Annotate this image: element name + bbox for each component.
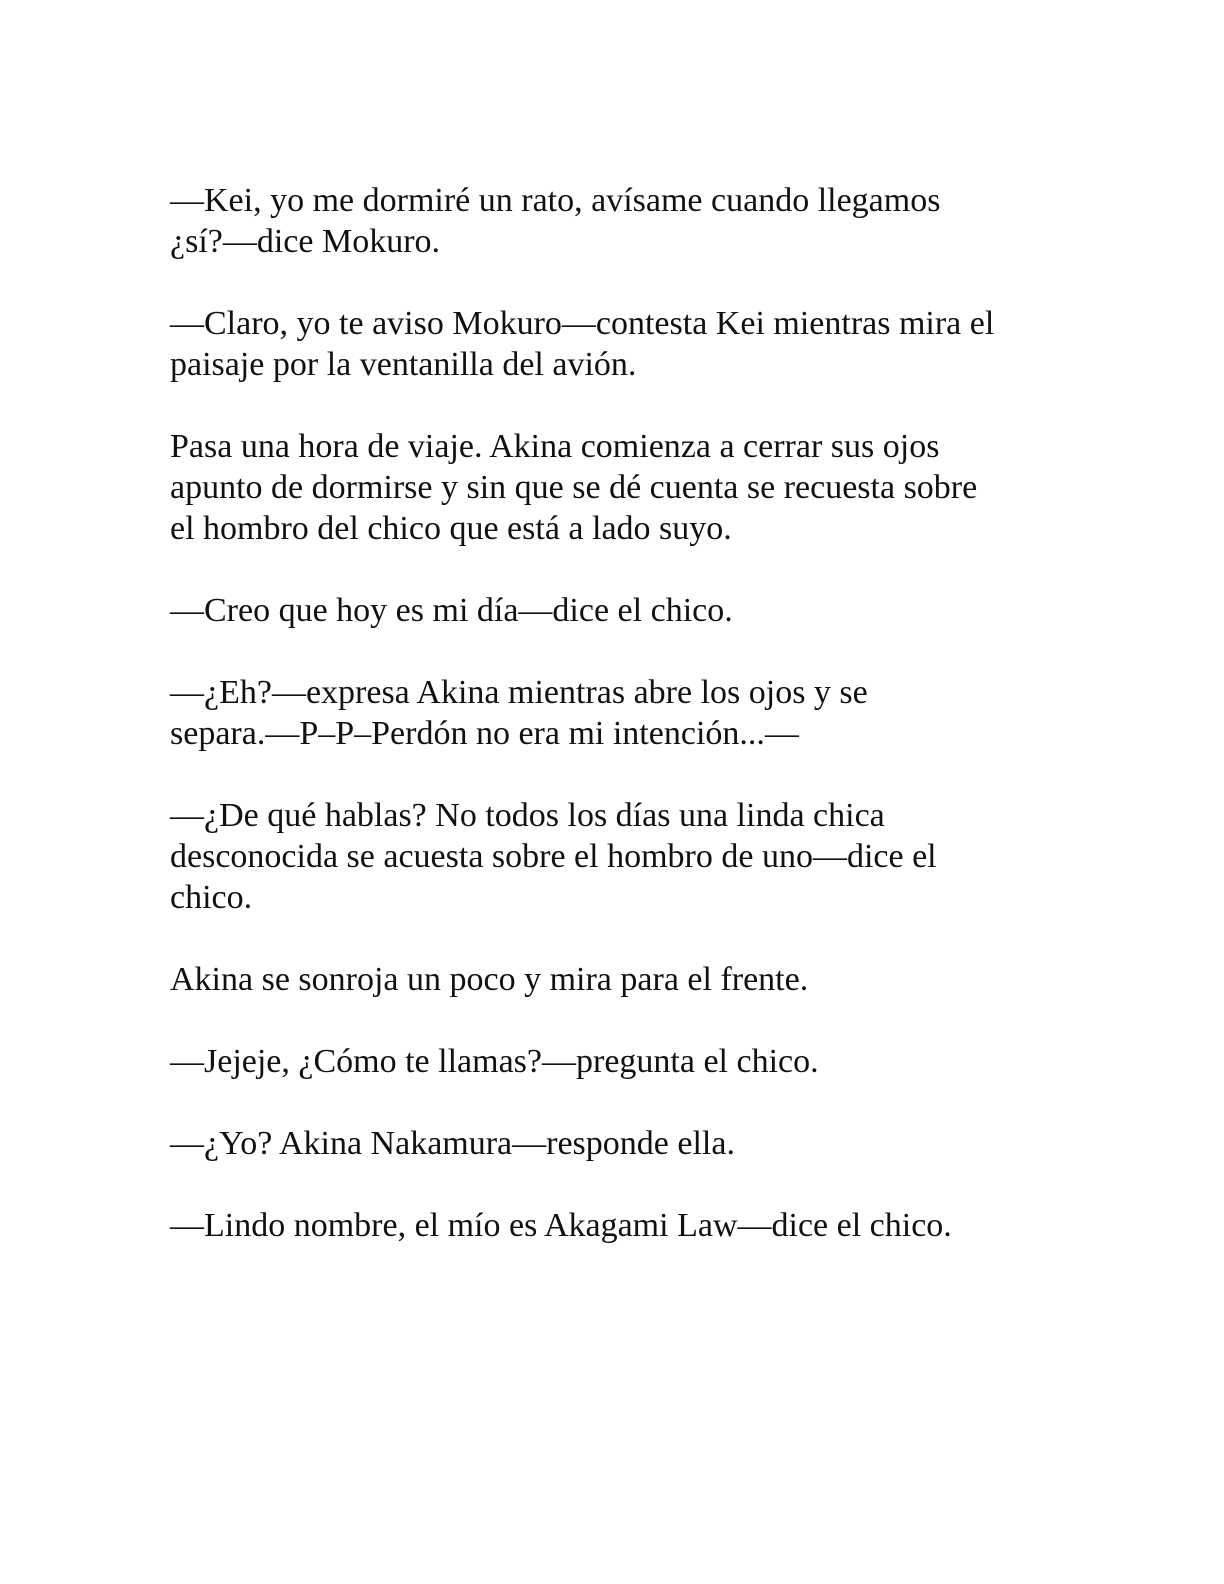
paragraph-line: separa.—P–P–Perdón no era mi intención...— xyxy=(170,715,799,752)
paragraph-2 xyxy=(170,303,1070,385)
paragraph-line: —Creo que hoy es mi día—dice el chico. xyxy=(170,592,733,629)
paragraph-line: —Kei, yo me dormiré un rato, avísame cuando llegamos xyxy=(170,182,941,219)
paragraph-7 xyxy=(170,959,1070,1000)
paragraph-1 xyxy=(170,180,1070,262)
paragraph-6 xyxy=(170,795,1070,918)
paragraph-5 xyxy=(170,672,1070,754)
document-body xyxy=(170,180,1070,1287)
paragraph-10 xyxy=(170,1205,1070,1246)
paragraph-line: —¿Yo? Akina Nakamura—responde ella. xyxy=(170,1125,735,1162)
paragraph-line: —Lindo nombre, el mío es Akagami Law—dice el chico. xyxy=(170,1207,952,1244)
paragraph-line: chico. xyxy=(170,879,253,916)
paragraph-line: Pasa una hora de viaje. Akina comienza a cerrar sus ojos xyxy=(170,428,940,465)
paragraph-line: —¿Eh?—expresa Akina mientras abre los ojos y se xyxy=(170,674,868,711)
paragraph-line: —Claro, yo te aviso Mokuro—contesta Kei mientras mira el xyxy=(170,305,995,342)
paragraph-3 xyxy=(170,426,1070,549)
paragraph-line: apunto de dormirse y sin que se dé cuenta se recuesta sobre xyxy=(170,469,978,506)
paragraph-4 xyxy=(170,590,1070,631)
paragraph-line: desconocida se acuesta sobre el hombro de uno—dice el xyxy=(170,838,937,875)
paragraph-9 xyxy=(170,1123,1070,1164)
paragraph-line: —Jejeje, ¿Cómo te llamas?—pregunta el chico. xyxy=(170,1043,819,1080)
paragraph-8 xyxy=(170,1041,1070,1082)
paragraph-line: ¿sí?—dice Mokuro. xyxy=(170,223,441,260)
paragraph-line: el hombro del chico que está a lado suyo. xyxy=(170,510,732,547)
paragraph-line: —¿De qué hablas? No todos los días una linda chica xyxy=(170,797,885,834)
paragraph-line: Akina se sonroja un poco y mira para el frente. xyxy=(170,961,809,998)
paragraph-line: paisaje por la ventanilla del avión. xyxy=(170,346,637,383)
